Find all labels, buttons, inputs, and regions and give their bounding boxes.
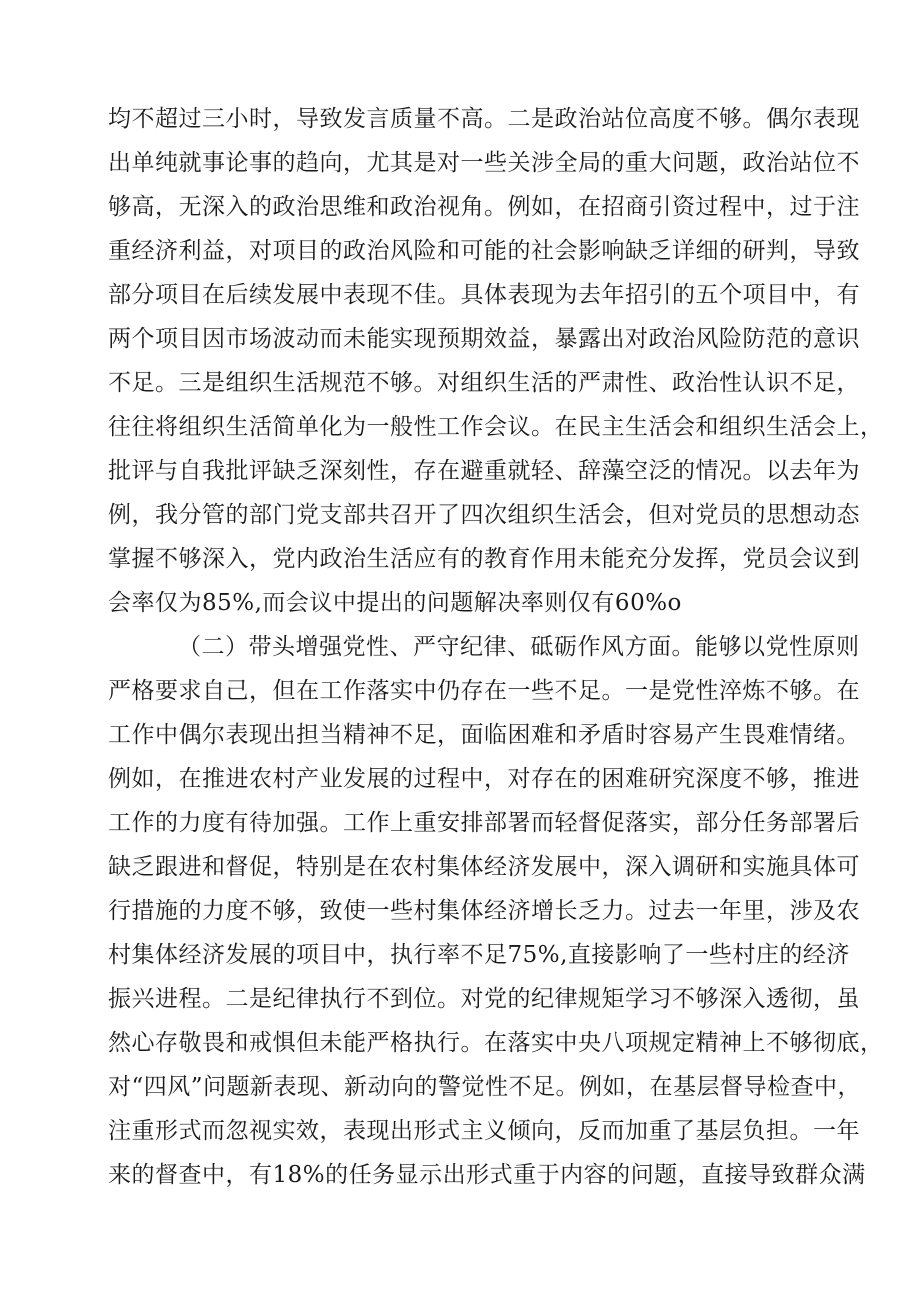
text-line: 部分项目在后续发展中表现不佳。具体表现为去年招引的五个项目中，有 bbox=[108, 282, 860, 308]
text-line: 村集体经济发展的项目中，执行率不足75%,直接影响了一些村庄的经济 bbox=[108, 942, 850, 968]
text-line: 振兴进程。二是纪律执行不到位。对党的纪律规矩学习不够深入透彻，虽 bbox=[108, 986, 860, 1012]
text-line: 均不超过三小时，导致发言质量不高。二是政治站位高度不够。偶尔表现 bbox=[108, 106, 860, 132]
text-line: 例如，在推进农村产业发展的过程中，对存在的困难研究深度不够，推进 bbox=[108, 766, 860, 792]
text-line: 往往将组织生活简单化为一般性工作会议。在民主生活会和组织生活会上， bbox=[108, 414, 884, 440]
text-line: 够高，无深入的政治思维和政治视角。例如，在招商引资过程中，过于注 bbox=[108, 194, 860, 220]
text-line: 两个项目因市场波动而未能实现预期效益，暴露出对政治风险防范的意识 bbox=[108, 326, 860, 352]
text-line: 行措施的力度不够，致使一些村集体经济增长乏力。过去一年里，涉及农 bbox=[108, 898, 860, 924]
text-line: 出单纯就事论事的趋向，尤其是对一些关涉全局的重大问题，政治站位不 bbox=[108, 150, 860, 176]
text-line: 缺乏跟进和督促，特别是在农村集体经济发展中，深入调研和实施具体可 bbox=[108, 854, 860, 880]
text-line: 例，我分管的部门党支部共召开了四次组织生活会，但对党员的思想动态 bbox=[108, 502, 860, 528]
text-line: 严格要求自己，但在工作落实中仍存在一些不足。一是党性淬炼不够。在 bbox=[108, 678, 860, 704]
text-line: 对“四风”问题新表现、新动向的警觉性不足。例如，在基层督导检查中， bbox=[108, 1074, 862, 1100]
text-line: 来的督查中，有18%的任务显示出形式重于内容的问题，直接导致群众满 bbox=[108, 1162, 866, 1188]
text-line: 掌握不够深入，党内政治生活应有的教育作用未能充分发挥，党员会议到 bbox=[108, 546, 860, 572]
section-heading-line: （二）带头增强党性、严守纪律、砥砺作风方面。能够以党性原则 bbox=[178, 634, 860, 660]
text-line: 会率仅为85%,而会议中提出的问题解决率则仅有60%o bbox=[108, 590, 682, 616]
text-line: 工作的力度有待加强。工作上重安排部署而轻督促落实，部分任务部署后 bbox=[108, 810, 860, 836]
text-line: 然心存敬畏和戒惧但未能严格执行。在落实中央八项规定精神上不够彻底， bbox=[108, 1030, 884, 1056]
text-line: 不足。三是组织生活规范不够。对组织生活的严肃性、政治性认识不足， bbox=[108, 370, 860, 396]
text-line: 批评与自我批评缺乏深刻性，存在避重就轻、辞藻空泛的情况。以去年为 bbox=[108, 458, 860, 484]
text-line: 工作中偶尔表现出担当精神不足，面临困难和矛盾时容易产生畏难情绪。 bbox=[108, 722, 860, 748]
text-line: 重经济利益，对项目的政治风险和可能的社会影响缺乏详细的研判，导致 bbox=[108, 238, 860, 264]
text-line: 注重形式而忽视实效，表现出形式主义倾向，反而加重了基层负担。一年 bbox=[108, 1118, 860, 1144]
